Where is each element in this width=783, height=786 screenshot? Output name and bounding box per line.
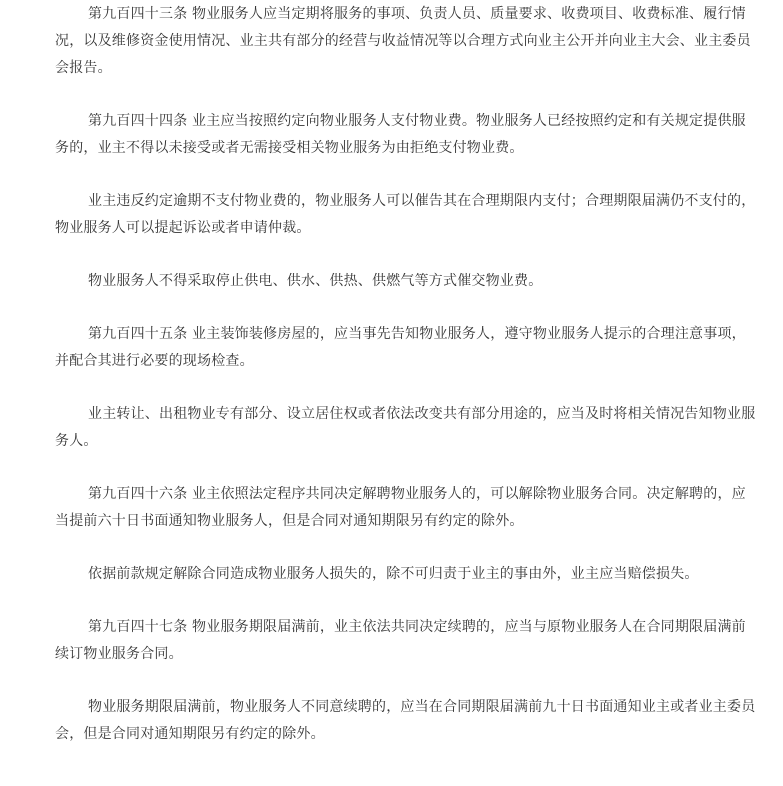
paragraph-article-946: 第九百四十六条 业主依照法定程序共同决定解聘物业服务人的，可以解除物业服务合同。决定解聘的，应当提前六十日书面通知物业服务人，但是合同对通知期限另有约定的除外。	[55, 486, 746, 529]
paragraph-no-service-cutoff: 物业服务人不得采取停止供电、供水、供热、供燃气等方式催交物业费。	[88, 273, 543, 289]
paragraph-article-944: 第九百四十四条 业主应当按照约定向物业服务人支付物业费。物业服务人已经按照约定和有关规定提供服务的，业主不得以未接受或者无需接受相关物业服务为由拒绝支付物业费。	[55, 113, 746, 156]
paragraph-gap	[55, 162, 759, 188]
paragraph-gap	[55, 242, 759, 268]
paragraph-transfer-notice: 业主转让、出租物业专有部分、设立居住权或者依法改变共有部分用途的，应当及时将相关情况告知物业服务人。	[55, 406, 756, 449]
paragraph-gap	[55, 588, 759, 614]
paragraph-non-renewal: 物业服务期限届满前，物业服务人不同意续聘的，应当在合同期限届满前九十日书面通知业主或者业主委员会，但是合同对通知期限另有约定的除外。	[55, 699, 756, 742]
paragraph-gap	[55, 82, 759, 108]
paragraph-gap	[55, 668, 759, 694]
paragraph-gap	[55, 535, 759, 561]
paragraph-gap	[55, 455, 759, 481]
paragraph-compensation: 依据前款规定解除合同造成物业服务人损失的，除不可归责于业主的事由外，业主应当赔偿损失。	[88, 566, 699, 582]
paragraph-article-947: 第九百四十七条 物业服务期限届满前，业主依法共同决定续聘的，应当与原物业服务人在合同期限届满前续订物业服务合同。	[55, 619, 746, 662]
paragraph-gap	[55, 295, 759, 321]
paragraph-article-945: 第九百四十五条 业主装饰装修房屋的，应当事先告知物业服务人，遵守物业服务人提示的合理注意事项，并配合其进行必要的现场检查。	[55, 326, 746, 369]
paragraph-overdue-fee: 业主违反约定逾期不支付物业费的，物业服务人可以催告其在合理期限内支付；合理期限届满仍不支付的，物业服务人可以提起诉讼或者申请仲裁。	[55, 193, 756, 236]
paragraph-article-943: 第九百四十三条 物业服务人应当定期将服务的事项、负责人员、质量要求、收费项目、收费标准、履行情况，以及维修资金使用情况、业主共有部分的经营与收益情况等以合理方式向业主公开并向业主大会、业主委员会报告。	[55, 6, 751, 76]
paragraph-gap	[55, 375, 759, 401]
